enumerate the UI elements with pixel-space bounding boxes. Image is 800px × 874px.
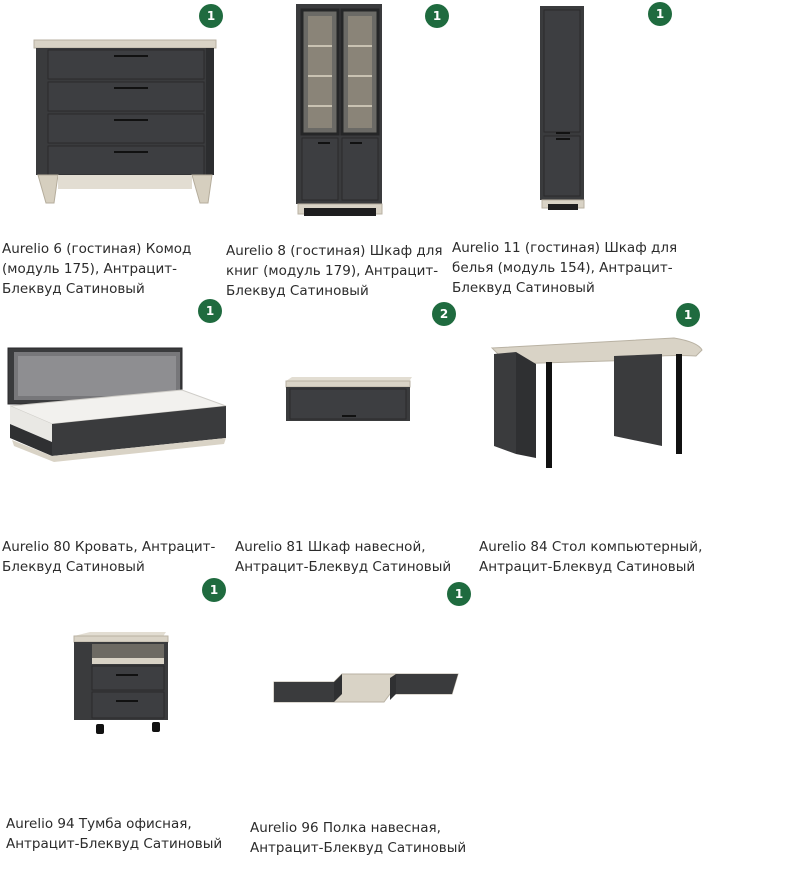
product-title[interactable]: Aurelio 96 Полка навесная, Антрацит-Блеквуд Сатиновый [250,820,467,856]
bookcase-icon[interactable] [294,2,386,218]
product-title[interactable]: Aurelio 11 (гостиная) Шкаф для белья (модуль 154), Антрацит- Блеквуд Сатиновый [452,240,678,296]
quantity-badge: 1 [447,582,471,606]
quantity-badge: 1 [198,299,222,323]
office-pedestal-icon[interactable] [70,630,170,738]
quantity-badge: 1 [648,2,672,26]
quantity-badge: 1 [202,578,226,602]
quantity-badge: 1 [199,4,223,28]
quantity-badge: 1 [425,4,449,28]
dresser-icon[interactable] [30,30,220,205]
product-title[interactable]: Aurelio 81 Шкаф навесной, Антрацит-Блеквуд Сатиновый [235,539,452,575]
quantity-badge: 2 [432,302,456,326]
product-title[interactable]: Aurelio 8 (гостиная) Шкаф для книг (модуль 179), Антрацит- Блеквуд Сатиновый [226,243,443,299]
product-title[interactable]: Aurelio 80 Кровать, Антрацит- Блеквуд Сатиновый [2,539,216,575]
quantity-badge: 1 [676,303,700,327]
bed-icon[interactable] [6,342,234,472]
wall-cabinet-icon[interactable] [284,375,414,425]
wall-shelf-icon[interactable] [272,664,460,710]
product-title[interactable]: Aurelio 94 Тумба офисная, Антрацит-Блеквуд Сатиновый [6,816,223,852]
product-title[interactable]: Aurelio 84 Стол компьютерный, Антрацит-Блеквуд Сатиновый [479,539,703,575]
desk-icon[interactable] [488,336,708,474]
product-title[interactable]: Aurelio 6 (гостиная) Комод (модуль 175), Антрацит- Блеквуд Сатиновый [2,241,192,297]
wardrobe-icon[interactable] [538,4,588,214]
